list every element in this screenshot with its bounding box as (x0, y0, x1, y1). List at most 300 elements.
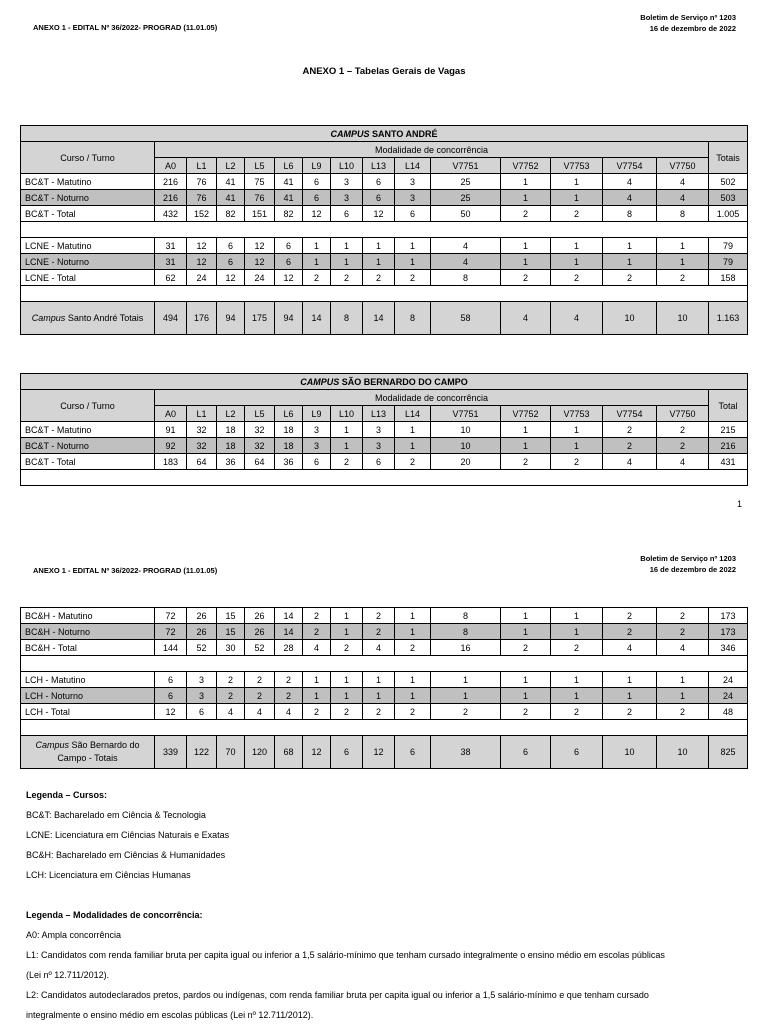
table-cell: 2 (603, 422, 657, 438)
table-cell: 24 (245, 270, 275, 286)
table-cell: 30 (217, 640, 245, 656)
table-cell: 2 (331, 454, 363, 470)
table-cell: 1 (501, 174, 551, 190)
spacer-cell (21, 286, 748, 302)
table-cell: 1 (551, 438, 603, 454)
table-cell: 32 (187, 422, 217, 438)
table-cell: 4 (363, 640, 395, 656)
table-cell: 2 (303, 608, 331, 624)
table-cell: 1 (331, 624, 363, 640)
table-cell: 64 (187, 454, 217, 470)
table-cell: 2 (551, 640, 603, 656)
header-edital: ANEXO 1 - EDITAL Nº 36/2022- PROGRAD (11.01.05) (33, 23, 218, 32)
campus-total-row (21, 302, 748, 335)
table-cell: 2 (657, 608, 709, 624)
total-cell: 4 (501, 302, 551, 335)
table-cell: 1 (501, 608, 551, 624)
table-cell: 32 (245, 438, 275, 454)
table-cell: 1 (363, 688, 395, 704)
table-cell: 1 (331, 254, 363, 270)
table-cell: 1 (501, 672, 551, 688)
table-cell: 2 (657, 438, 709, 454)
table-cell: 2 (551, 454, 603, 470)
table-cell: 26 (245, 608, 275, 624)
header-boletim (640, 12, 736, 34)
table-cell: 12 (245, 238, 275, 254)
curso-turno-header: Curso / Turno (21, 142, 155, 174)
table-cell: 1 (603, 254, 657, 270)
total-cell: 494 (155, 302, 187, 335)
table-cell: 502 (709, 174, 748, 190)
legend-curso-item: BC&H: Bacharelado em Ciências & Humanidades (26, 850, 226, 860)
table-cell: 1 (551, 238, 603, 254)
table-cell: 1 (551, 608, 603, 624)
table-cell: 1 (303, 238, 331, 254)
table-cell: 1 (395, 254, 431, 270)
table-cell: 2 (331, 704, 363, 720)
column-header: V7750 (657, 406, 709, 422)
table-row (21, 640, 748, 656)
legend-curso-item: LCH: Licenciatura em Ciências Humanas (26, 870, 191, 880)
table-cell: 1 (551, 688, 603, 704)
table-cell: 2 (303, 270, 331, 286)
table-row (21, 238, 748, 254)
table-cell: 216 (155, 174, 187, 190)
table-cell: 2 (363, 704, 395, 720)
table-row (21, 688, 748, 704)
table-cell: 50 (431, 206, 501, 222)
table-cell: 1 (603, 688, 657, 704)
total-cell: 94 (217, 302, 245, 335)
table-cell: 6 (303, 454, 331, 470)
legend-modalidade-item: (Lei nº 12.711/2012). (26, 970, 110, 980)
total-cell: 825 (709, 736, 748, 769)
campus-name: SÃO BERNARDO DO CAMPO (339, 376, 468, 387)
table-cell: 2 (551, 270, 603, 286)
row-label: LCNE - Matutino (21, 238, 155, 254)
table-cell: 6 (395, 206, 431, 222)
table-cell: 31 (155, 238, 187, 254)
table-cell: 2 (363, 624, 395, 640)
table-row (21, 190, 748, 206)
table-cell: 1 (363, 238, 395, 254)
table-row (21, 454, 748, 470)
table-cell: 1 (551, 422, 603, 438)
table-cell: 1 (551, 254, 603, 270)
table-cell: 4 (603, 190, 657, 206)
table-cell: 2 (275, 688, 303, 704)
table-cell: 76 (187, 190, 217, 206)
table-cell: 3 (363, 422, 395, 438)
table-row (21, 608, 748, 624)
table-row (21, 254, 748, 270)
table-cell: 10 (431, 422, 501, 438)
table-cell: 1 (501, 688, 551, 704)
curso-turno-header: Curso / Turno (21, 390, 155, 422)
legend-cursos-heading: Legenda – Cursos: (26, 790, 108, 800)
row-label: LCH - Total (21, 704, 155, 720)
legend-modalidades-heading: Legenda – Modalidades de concorrência: (26, 910, 203, 920)
table-cell: 2 (603, 608, 657, 624)
table-sao-bernardo-continued (20, 607, 748, 769)
table-cell: 3 (303, 422, 331, 438)
table-cell: 76 (245, 190, 275, 206)
total-cell: 10 (603, 736, 657, 769)
table-cell: 32 (245, 422, 275, 438)
table-cell: 1 (501, 624, 551, 640)
column-header: V7752 (501, 406, 551, 422)
table-cell: 173 (709, 624, 748, 640)
table-cell: 41 (275, 174, 303, 190)
table-cell: 6 (331, 206, 363, 222)
total-cell: 176 (187, 302, 217, 335)
spacer-row (21, 656, 748, 672)
table-cell: 3 (303, 438, 331, 454)
table-cell: 14 (275, 624, 303, 640)
campus-total-label (21, 736, 155, 769)
table-cell: 3 (395, 190, 431, 206)
table-cell: 1 (331, 608, 363, 624)
table-cell: 12 (187, 238, 217, 254)
table-cell: 16 (431, 640, 501, 656)
table-cell: 1 (657, 254, 709, 270)
table-cell: 2 (657, 422, 709, 438)
table-cell: 2 (331, 640, 363, 656)
table-cell: 4 (657, 640, 709, 656)
row-label: BC&H - Total (21, 640, 155, 656)
table-cell: 1 (551, 672, 603, 688)
table-sbc-continued-wrap (20, 607, 748, 769)
table-cell: 1 (431, 672, 501, 688)
table-cell: 31 (155, 254, 187, 270)
modalidade-header: Modalidade de concorrência (155, 390, 709, 406)
column-header: L6 (275, 406, 303, 422)
row-label: BC&T - Noturno (21, 190, 155, 206)
modalidade-header: Modalidade de concorrência (155, 142, 709, 158)
table-cell: 1 (395, 438, 431, 454)
table-sao-bernardo (20, 373, 748, 486)
table-row (21, 704, 748, 720)
table-cell: 24 (709, 688, 748, 704)
campus-total-row (21, 736, 748, 769)
column-header: L14 (395, 158, 431, 174)
row-label: BC&T - Matutino (21, 174, 155, 190)
table-cell: 158 (709, 270, 748, 286)
table-cell: 1 (501, 422, 551, 438)
header-boletim-page2 (640, 553, 736, 575)
table-cell: 1 (395, 672, 431, 688)
table-cell: 2 (245, 688, 275, 704)
total-cell: 10 (603, 302, 657, 335)
table-cell: 4 (431, 254, 501, 270)
total-cell: 10 (657, 302, 709, 335)
column-header: V7753 (551, 406, 603, 422)
table-cell: 12 (303, 206, 331, 222)
table-cell: 346 (709, 640, 748, 656)
spacer-row (21, 222, 748, 238)
table-cell: 6 (217, 238, 245, 254)
table-cell: 1 (331, 438, 363, 454)
total-cell: 1.163 (709, 302, 748, 335)
column-header: V7754 (603, 406, 657, 422)
table-cell: 1 (395, 624, 431, 640)
table-cell: 12 (187, 254, 217, 270)
table-cell: 6 (275, 254, 303, 270)
table-cell: 2 (551, 206, 603, 222)
campus-total-label-italic: Campus (31, 312, 66, 323)
total-cell: 12 (363, 736, 395, 769)
campus-name: SANTO ANDRÉ (369, 128, 438, 139)
table-cell: 24 (187, 270, 217, 286)
total-cell: 120 (245, 736, 275, 769)
header-boletim-date-page2: 16 de dezembro de 2022 (649, 565, 736, 574)
table-cell: 1 (331, 672, 363, 688)
table-cell: 1 (331, 238, 363, 254)
table-cell: 1 (501, 254, 551, 270)
table-cell: 2 (395, 270, 431, 286)
table-cell: 2 (603, 270, 657, 286)
total-header: Total (709, 390, 748, 422)
table-cell: 4 (657, 190, 709, 206)
header-boletim-number-page2: Boletim de Serviço nº 1203 (640, 554, 736, 563)
total-cell: 339 (155, 736, 187, 769)
table-cell: 12 (363, 206, 395, 222)
total-cell: 4 (551, 302, 603, 335)
table-cell: 41 (217, 174, 245, 190)
table-cell: 32 (187, 438, 217, 454)
table-cell: 4 (431, 238, 501, 254)
table-cell: 1 (395, 238, 431, 254)
table-cell: 6 (363, 454, 395, 470)
table-cell: 15 (217, 624, 245, 640)
table-cell: 52 (245, 640, 275, 656)
table-cell: 1 (501, 438, 551, 454)
table-cell: 41 (217, 190, 245, 206)
spacer-row (21, 720, 748, 736)
spacer-cell (21, 222, 748, 238)
table-row (21, 672, 748, 688)
table-cell: 6 (303, 174, 331, 190)
table-cell: 24 (709, 672, 748, 688)
table-cell: 52 (187, 640, 217, 656)
table-cell: 28 (275, 640, 303, 656)
table-cell: 8 (431, 608, 501, 624)
table-cell: 1 (331, 688, 363, 704)
row-label: BC&T - Noturno (21, 438, 155, 454)
table-cell: 26 (187, 624, 217, 640)
table-cell: 4 (657, 174, 709, 190)
table-cell: 82 (217, 206, 245, 222)
total-cell: 6 (395, 736, 431, 769)
table-cell: 2 (657, 624, 709, 640)
column-header: A0 (155, 406, 187, 422)
column-header: V7751 (431, 158, 501, 174)
legend-curso-item: LCNE: Licenciatura em Ciências Naturais e Exatas (26, 830, 230, 840)
table-sbc-wrap (20, 373, 748, 486)
table-cell: 3 (331, 190, 363, 206)
table-cell: 25 (431, 190, 501, 206)
table-cell: 6 (363, 190, 395, 206)
column-header: L2 (217, 406, 245, 422)
column-header: V7753 (551, 158, 603, 174)
table-cell: 72 (155, 608, 187, 624)
column-group-header-row (21, 142, 748, 158)
table-cell: 1 (331, 422, 363, 438)
table-cell: 4 (657, 454, 709, 470)
table-cell: 12 (275, 270, 303, 286)
row-label: LCH - Noturno (21, 688, 155, 704)
table-cell: 62 (155, 270, 187, 286)
row-label: BC&T - Total (21, 206, 155, 222)
spacer-cell (21, 656, 748, 672)
table-cell: 14 (275, 608, 303, 624)
table-cell: 2 (275, 672, 303, 688)
header-boletim-number: Boletim de Serviço nº 1203 (640, 13, 736, 22)
campus-title (21, 126, 748, 142)
table-row (21, 270, 748, 286)
total-cell: 6 (551, 736, 603, 769)
column-header: L10 (331, 158, 363, 174)
table-cell: 1 (603, 238, 657, 254)
total-cell: 6 (331, 736, 363, 769)
table-cell: 1 (657, 672, 709, 688)
table-cell: 2 (501, 206, 551, 222)
table-cell: 36 (217, 454, 245, 470)
table-cell: 3 (331, 174, 363, 190)
table-cell: 26 (187, 608, 217, 624)
column-header: A0 (155, 158, 187, 174)
table-cell: 2 (395, 454, 431, 470)
column-header: L9 (303, 158, 331, 174)
column-header: L5 (245, 158, 275, 174)
table-cell: 1 (657, 238, 709, 254)
campus-title (21, 374, 748, 390)
table-cell: 1 (657, 688, 709, 704)
table-cell: 20 (431, 454, 501, 470)
total-cell: 6 (501, 736, 551, 769)
table-cell: 1 (395, 422, 431, 438)
table-cell: 1 (603, 672, 657, 688)
column-header: L6 (275, 158, 303, 174)
column-header: V7754 (603, 158, 657, 174)
table-cell: 10 (431, 438, 501, 454)
column-header: L10 (331, 406, 363, 422)
total-cell: 8 (331, 302, 363, 335)
table-cell: 432 (155, 206, 187, 222)
column-header: V7751 (431, 406, 501, 422)
table-cell: 1 (395, 608, 431, 624)
table-cell: 12 (217, 270, 245, 286)
total-cell: 94 (275, 302, 303, 335)
campus-total-label-rest: São Bernardo do Campo - Totais (57, 740, 140, 763)
row-label: BC&T - Matutino (21, 422, 155, 438)
table-cell: 36 (275, 454, 303, 470)
table-cell: 2 (657, 704, 709, 720)
legend-modalidade-item: L1: Candidatos com renda familiar bruta per capita igual ou inferior a 1,5 salário-mínimo que tenham cursado integralmente o ensino médio em escolas públicas (26, 950, 665, 960)
spacer-row (21, 470, 748, 486)
table-cell: 26 (245, 624, 275, 640)
table-cell: 4 (303, 640, 331, 656)
table-cell: 72 (155, 624, 187, 640)
campus-title-row (21, 374, 748, 390)
table-cell: 18 (217, 438, 245, 454)
table-cell: 41 (275, 190, 303, 206)
table-cell: 1 (303, 254, 331, 270)
table-cell: 3 (363, 438, 395, 454)
total-cell: 122 (187, 736, 217, 769)
table-cell: 82 (275, 206, 303, 222)
table-cell: 2 (363, 270, 395, 286)
table-santo-andre-wrap (20, 125, 748, 335)
table-cell: 216 (155, 190, 187, 206)
campus-title-row (21, 126, 748, 142)
table-cell: 215 (709, 422, 748, 438)
table-cell: 4 (603, 640, 657, 656)
table-cell: 1 (551, 174, 603, 190)
column-header: L1 (187, 158, 217, 174)
table-cell: 91 (155, 422, 187, 438)
table-cell: 12 (155, 704, 187, 720)
total-cell: 14 (363, 302, 395, 335)
table-cell: 25 (431, 174, 501, 190)
table-cell: 4 (275, 704, 303, 720)
table-cell: 48 (709, 704, 748, 720)
row-label: BC&H - Noturno (21, 624, 155, 640)
table-cell: 2 (551, 704, 603, 720)
table-row (21, 174, 748, 190)
table-cell: 2 (331, 270, 363, 286)
legend (26, 785, 746, 1025)
row-label: LCH - Matutino (21, 672, 155, 688)
header-boletim-date: 16 de dezembro de 2022 (649, 24, 736, 33)
campus-prefix: CAMPUS (330, 128, 370, 139)
table-cell: 2 (303, 704, 331, 720)
table-cell: 3 (187, 672, 217, 688)
table-cell: 1 (551, 624, 603, 640)
table-cell: 4 (603, 174, 657, 190)
table-cell: 183 (155, 454, 187, 470)
spacer-row (21, 286, 748, 302)
table-cell: 8 (657, 206, 709, 222)
table-cell: 503 (709, 190, 748, 206)
table-cell: 3 (187, 688, 217, 704)
column-header: L14 (395, 406, 431, 422)
total-cell: 10 (657, 736, 709, 769)
campus-total-label-italic: Campus (35, 740, 69, 750)
table-cell: 4 (217, 704, 245, 720)
table-cell: 12 (245, 254, 275, 270)
column-group-header-row (21, 390, 748, 406)
table-cell: 6 (155, 688, 187, 704)
table-cell: 75 (245, 174, 275, 190)
row-label: LCNE - Total (21, 270, 155, 286)
table-row (21, 438, 748, 454)
table-cell: 2 (603, 704, 657, 720)
table-cell: 6 (275, 238, 303, 254)
campus-total-label (21, 302, 155, 335)
total-cell: 8 (395, 302, 431, 335)
table-cell: 2 (395, 704, 431, 720)
row-label: BC&H - Matutino (21, 608, 155, 624)
table-cell: 79 (709, 254, 748, 270)
column-header: L5 (245, 406, 275, 422)
table-cell: 144 (155, 640, 187, 656)
table-cell: 2 (395, 640, 431, 656)
table-cell: 2 (431, 704, 501, 720)
table-cell: 6 (303, 190, 331, 206)
legend-modalidade-item: integralmente o ensino médio em escolas públicas (Lei nº 12.711/2012). (26, 1010, 314, 1020)
table-cell: 1 (363, 672, 395, 688)
